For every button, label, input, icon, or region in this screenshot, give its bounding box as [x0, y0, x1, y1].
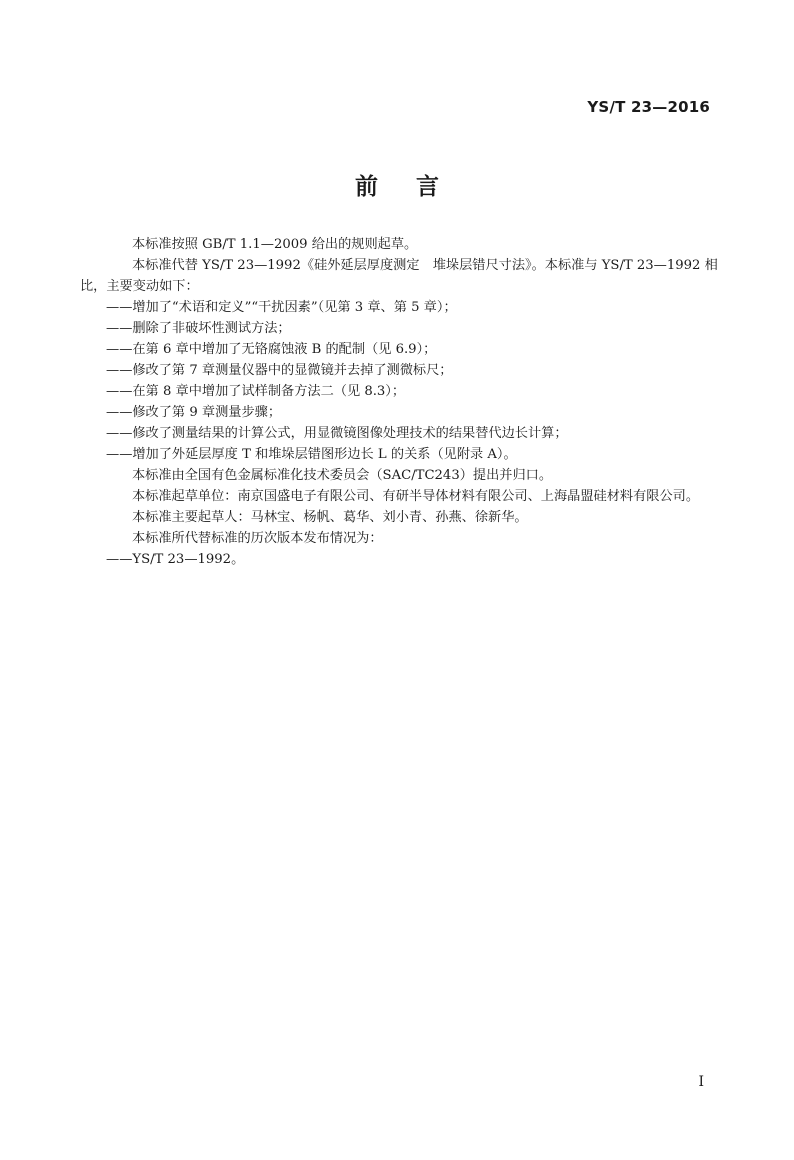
change-item: ——删除了非破坏性测试方法； [106, 321, 291, 336]
paragraph-drafting-rules: 本标准按照 GB/T 1.1—2009 给出的规则起草。 [132, 237, 418, 252]
change-item: ——修改了测量结果的计算公式，用显微镜图像处理技术的结果替代边长计算； [106, 426, 568, 441]
paragraph-proposer: 本标准由全国有色金属标准化技术委员会（SAC/TC243）提出并归口。 [132, 468, 553, 483]
change-item: ——修改了第 7 章测量仪器中的显微镜并去掉了测微标尺； [106, 363, 453, 378]
paragraph-replacement-line1: 本标准代替 YS/T 23—1992《硅外延层厚度测定 堆垛层错尺寸法》。本标准与 YS/T 23—1992 相 [132, 258, 718, 273]
paragraph-replacement-line2: 比，主要变动如下： [80, 279, 199, 294]
change-item: ——增加了“术语和定义”“干扰因素”（见第 3 章、第 5 章）； [106, 300, 457, 315]
page-title: 前言 [355, 174, 477, 200]
paragraph-history-intro: 本标准所代替标准的历次版本发布情况为： [132, 531, 383, 546]
change-item: ——在第 8 章中增加了试样制备方法二（见 8.3）； [106, 384, 406, 399]
change-item: ——在第 6 章中增加了无铬腐蚀液 B 的配制（见 6.9）； [106, 342, 437, 357]
change-item: ——修改了第 9 章测量步骤； [106, 405, 282, 420]
history-item: ——YS/T 23—1992。 [106, 552, 245, 567]
standard-code: YS/T 23—2016 [587, 98, 710, 116]
change-item: ——增加了外延层厚度 T 和堆垛层错图形边长 L 的关系（见附录 A）。 [106, 447, 517, 462]
page-number: I [698, 1074, 704, 1090]
paragraph-drafters: 本标准主要起草人：马林宝、杨帆、葛华、刘小青、孙燕、徐新华。 [132, 510, 528, 525]
foreword-body [80, 234, 718, 570]
paragraph-drafting-units: 本标准起草单位：南京国盛电子有限公司、有研半导体材料有限公司、上海晶盟硅材料有限公司。 [132, 489, 700, 504]
